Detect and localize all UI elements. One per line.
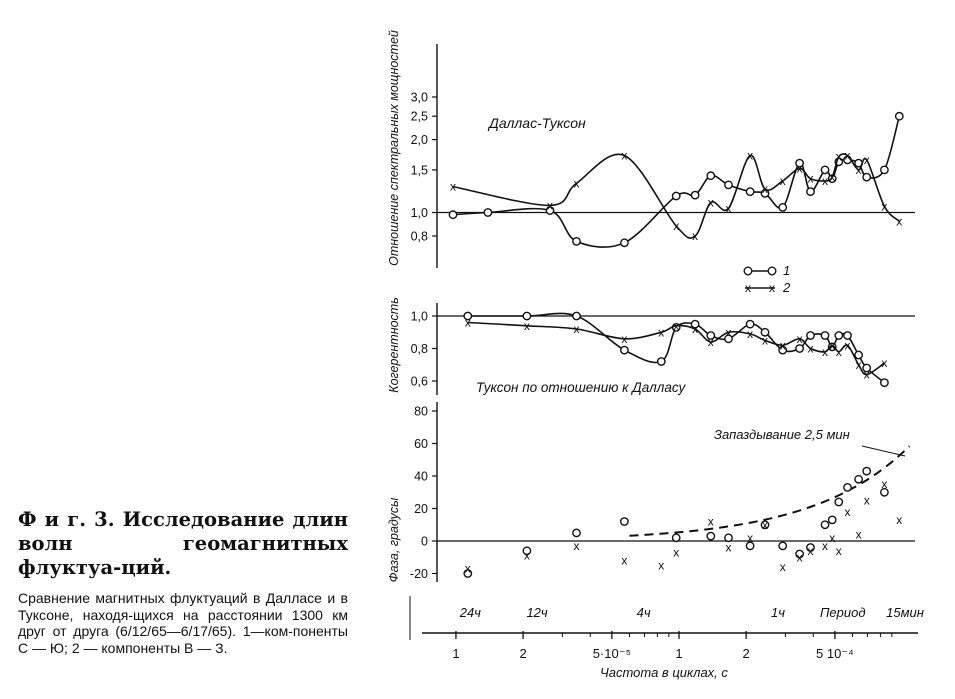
period-tick-label-2: 4ч xyxy=(636,605,651,620)
phase-series-2-point-17: x xyxy=(855,527,862,542)
phase-series-1-point-3 xyxy=(621,518,628,525)
spectral-ratio-series-1-point-8 xyxy=(725,181,732,188)
coherence-ylabel: Когерентность xyxy=(387,297,401,393)
coherence-series-2-point-14: x xyxy=(822,344,828,359)
coherence-series-2-point-9: x xyxy=(747,326,754,341)
coherence-series-2-point-18: x xyxy=(855,357,862,372)
period-tick-label-1: 12ч xyxy=(526,605,548,620)
coherence-panel xyxy=(387,297,915,395)
spectral-ratio-series-2-point-17: x xyxy=(855,162,862,177)
phase-series-2-point-9: x xyxy=(762,517,768,532)
spectral-ratio-series-2-point-5: x xyxy=(692,229,699,243)
spectral-ratio-series-2-point-0: x xyxy=(450,179,456,194)
phase-series-1-point-15 xyxy=(844,484,851,491)
coherence-series-2-point-3: x xyxy=(621,331,628,346)
phase-series-2-point-2: x xyxy=(573,538,580,553)
phase-series-2-point-5: x xyxy=(673,545,680,560)
spectral-ratio-ytick-label-1: 1,0 xyxy=(410,206,428,221)
frequency-tick-label-2: 5·10⁻⁵ xyxy=(592,646,631,661)
phase-series-1-point-2 xyxy=(573,529,580,536)
phase-ytick-label-3: 40 xyxy=(414,469,428,484)
legend-label-2: 2 xyxy=(783,280,791,295)
spectral-ratio-ytick-label-5: 3,0 xyxy=(410,90,428,105)
spectral-ratio-series-1-point-14 xyxy=(821,166,828,173)
legend-marker-2: x xyxy=(745,281,751,295)
phase-ytick-label-5: 80 xyxy=(414,404,428,419)
spectral-ratio-series-2-point-20: x xyxy=(896,214,903,229)
frequency-tick-label-0: 1 xyxy=(452,646,460,661)
frequency-tick-label-4: 2 xyxy=(742,646,750,661)
delay-curve xyxy=(630,446,910,536)
spectral-ratio-ytick-label-0: 0,8 xyxy=(410,229,428,244)
period-tick-label-0: 24ч xyxy=(459,605,481,620)
period-tick-label-3: 1ч xyxy=(770,605,785,620)
spectral-ratio-series-1-point-0 xyxy=(449,211,456,218)
phase-series-2-point-7: x xyxy=(725,540,732,555)
spectral-ratio-panel xyxy=(387,30,915,268)
coherence-title: Туксон по отношению к Далласу xyxy=(476,380,686,395)
period-axis-label: Период xyxy=(820,605,866,620)
period-tick-label-4: 15мин xyxy=(886,605,924,620)
spectral-ratio-series-2-point-12: x xyxy=(807,171,814,186)
spectral-ratio-series-1-point-1 xyxy=(484,209,491,216)
spectral-ratio-series-1-point-21 xyxy=(896,113,903,120)
spectral-ratio-series-2-point-14: x xyxy=(829,170,836,185)
phase-ytick-label-2: 20 xyxy=(414,502,428,516)
spectral-ratio-series-1-point-19 xyxy=(863,173,870,180)
coherence-series-1-point-20 xyxy=(881,379,888,386)
spectral-ratio-series-1-point-3 xyxy=(573,238,580,245)
spectral-ratio-series-2-point-6: x xyxy=(707,195,714,210)
coherence-series-2-point-15: x xyxy=(829,338,836,353)
legend-marker-1 xyxy=(744,267,752,275)
phase-ytick-label-1: 0 xyxy=(421,534,428,549)
coherence-series-2-point-7: x xyxy=(707,335,714,349)
frequency-tick-label-3: 1 xyxy=(675,646,683,661)
spectral-ratio-ytick-label-2: 1,5 xyxy=(410,163,428,178)
phase-series-2-point-16: x xyxy=(844,504,851,519)
spectral-ratio-series-2-point-13: x xyxy=(822,174,828,188)
coherence-series-2-point-13: x xyxy=(807,341,814,356)
spectral-ratio-series-1-point-9 xyxy=(746,188,753,195)
legend-marker-2b: x xyxy=(769,281,775,295)
spectral-ratio-ylabel: Отношение спектральных мощностей xyxy=(387,30,401,266)
coherence-series-1-point-4 xyxy=(658,358,665,365)
legend-marker-1b xyxy=(768,267,776,275)
coherence-series-2-point-2: x xyxy=(573,322,580,336)
coherence-ytick-label-0: 0,6 xyxy=(410,374,428,389)
coherence-series-2-point-11: x xyxy=(779,338,786,353)
coherence-series-2-point-5: x xyxy=(673,318,680,333)
phase-series-2-point-4: x xyxy=(658,558,665,573)
phase-series-2-point-3: x xyxy=(621,553,628,568)
spectral-ratio-series-2-point-18: x xyxy=(863,152,870,167)
coherence-series-2-point-19: x xyxy=(863,367,870,382)
phase-series-2-point-11: x xyxy=(796,550,803,565)
spectral-ratio-series-2-point-11: x xyxy=(796,161,803,176)
spectral-ratio-title: Даллас-Туксон xyxy=(489,115,586,131)
spectral-ratio-series-2-point-3: x xyxy=(621,148,628,163)
delay-annotation: Запаздывание 2,5 мин xyxy=(714,427,850,442)
phase-series-2-point-15: x xyxy=(835,543,842,558)
spectral-ratio-series-2-point-7: x xyxy=(725,201,732,216)
coherence-series-1-point-14 xyxy=(821,332,828,339)
phase-series-1-point-16 xyxy=(855,476,862,483)
spectral-ratio-series-1-point-7 xyxy=(707,172,714,179)
phase-series-1-point-14 xyxy=(835,498,842,505)
frequency-tick-label-1: 2 xyxy=(519,646,527,661)
phase-series-1-point-9 xyxy=(779,542,786,549)
phase-series-2-point-0: x xyxy=(464,561,471,576)
phase-series-2-point-20: x xyxy=(896,512,903,527)
spectral-ratio-series-1-point-6 xyxy=(691,191,698,198)
phase-panel xyxy=(387,402,924,680)
caption-title: Ф и г. 3. Исследование длин волн геомагнитных флуктуа-ций. xyxy=(18,508,348,579)
phase-series-1-point-4 xyxy=(673,534,680,541)
coherence-series-2-point-6: x xyxy=(692,322,699,336)
delay-annotation-leader xyxy=(862,446,905,456)
legend-label-1: 1 xyxy=(783,263,791,278)
legend xyxy=(744,263,791,295)
phase-series-1-point-5 xyxy=(707,532,714,539)
spectral-ratio-ytick-label-4: 2,5 xyxy=(410,109,428,124)
frequency-tick-label-5: 5 10⁻⁴ xyxy=(816,646,854,661)
phase-series-1-point-17 xyxy=(863,467,870,474)
caption-body: Сравнение магнитных флуктуаций в Далласе и в Туксоне, находя-щихся на расстоянии 1300 км друг от друга (6/12/65—6/17/65). 1—ком-поненты С — Ю; 2 — компоненты В — З. xyxy=(18,590,348,656)
phase-series-2-point-12: x xyxy=(807,543,814,558)
coherence-series-2-point-17: x xyxy=(844,338,851,353)
coherence-ytick-label-2: 1,0 xyxy=(410,309,428,324)
spectral-ratio-series-1-point-4 xyxy=(621,239,628,246)
spectral-ratio-series-2-point-15: x xyxy=(835,149,842,164)
coherence-series-1-point-2 xyxy=(573,312,580,319)
coherence-series-1-point-12 xyxy=(796,345,803,352)
phase-series-2-point-19: x xyxy=(881,477,888,492)
spectral-ratio-series-2-point-9: x xyxy=(762,182,768,197)
spectral-ratio-series-2-point-10: x xyxy=(779,174,786,188)
phase-series-2-point-1: x xyxy=(523,548,530,563)
phase-series-2-point-18: x xyxy=(863,493,870,508)
spectral-ratio-series-2-point-1: x xyxy=(547,198,553,213)
spectral-ratio-series-2-point-16: x xyxy=(844,148,851,163)
coherence-series-2-point-4: x xyxy=(658,325,665,340)
coherence-series-2-point-20: x xyxy=(881,356,888,371)
frequency-axis-label: Частота в циклах, с xyxy=(600,665,728,680)
phase-series-2-point-6: x xyxy=(707,514,714,529)
spectral-ratio-series-1-point-5 xyxy=(673,192,680,199)
phase-ytick-label-0: -20 xyxy=(409,567,428,581)
coherence-series-2-point-8: x xyxy=(725,325,732,340)
spectral-ratio-series-1-point-20 xyxy=(881,166,888,173)
spectral-ratio-series-2-point-8: x xyxy=(747,148,754,163)
coherence-ytick-label-1: 0,8 xyxy=(410,342,428,356)
phase-series-2-point-10: x xyxy=(779,560,786,574)
coherence-series-2-point-12: x xyxy=(796,331,803,346)
coherence-series-2-point-16: x xyxy=(835,344,842,359)
phase-series-1-point-12 xyxy=(821,521,828,528)
spectral-ratio-series-1-point-13 xyxy=(807,188,814,195)
spectral-ratio-series-2-point-19: x xyxy=(881,199,888,214)
coherence-series-2-point-1: x xyxy=(523,318,530,333)
phase-ylabel: Фаза, градусы xyxy=(387,497,401,583)
coherence-series-2-point-10: x xyxy=(762,333,768,348)
spectral-ratio-series-1-point-11 xyxy=(779,204,786,211)
phase-series-1-point-13 xyxy=(829,516,836,523)
phase-ytick-label-4: 60 xyxy=(414,437,428,451)
spectral-ratio-ytick-label-3: 2,0 xyxy=(410,133,428,148)
coherence-series-2-point-0: x xyxy=(464,315,471,330)
phase-series-2-point-14: x xyxy=(829,530,836,545)
coherence-series-1-point-16 xyxy=(835,332,842,339)
spectral-ratio-series-2-point-4: x xyxy=(673,219,680,233)
spectral-ratio-series-2-point-2: x xyxy=(573,176,580,191)
phase-series-2-point-13: x xyxy=(822,538,828,553)
coherence-series-1-point-3 xyxy=(621,346,628,353)
coherence-series-1-point-13 xyxy=(807,332,814,339)
phase-series-2-point-8: x xyxy=(747,530,754,545)
